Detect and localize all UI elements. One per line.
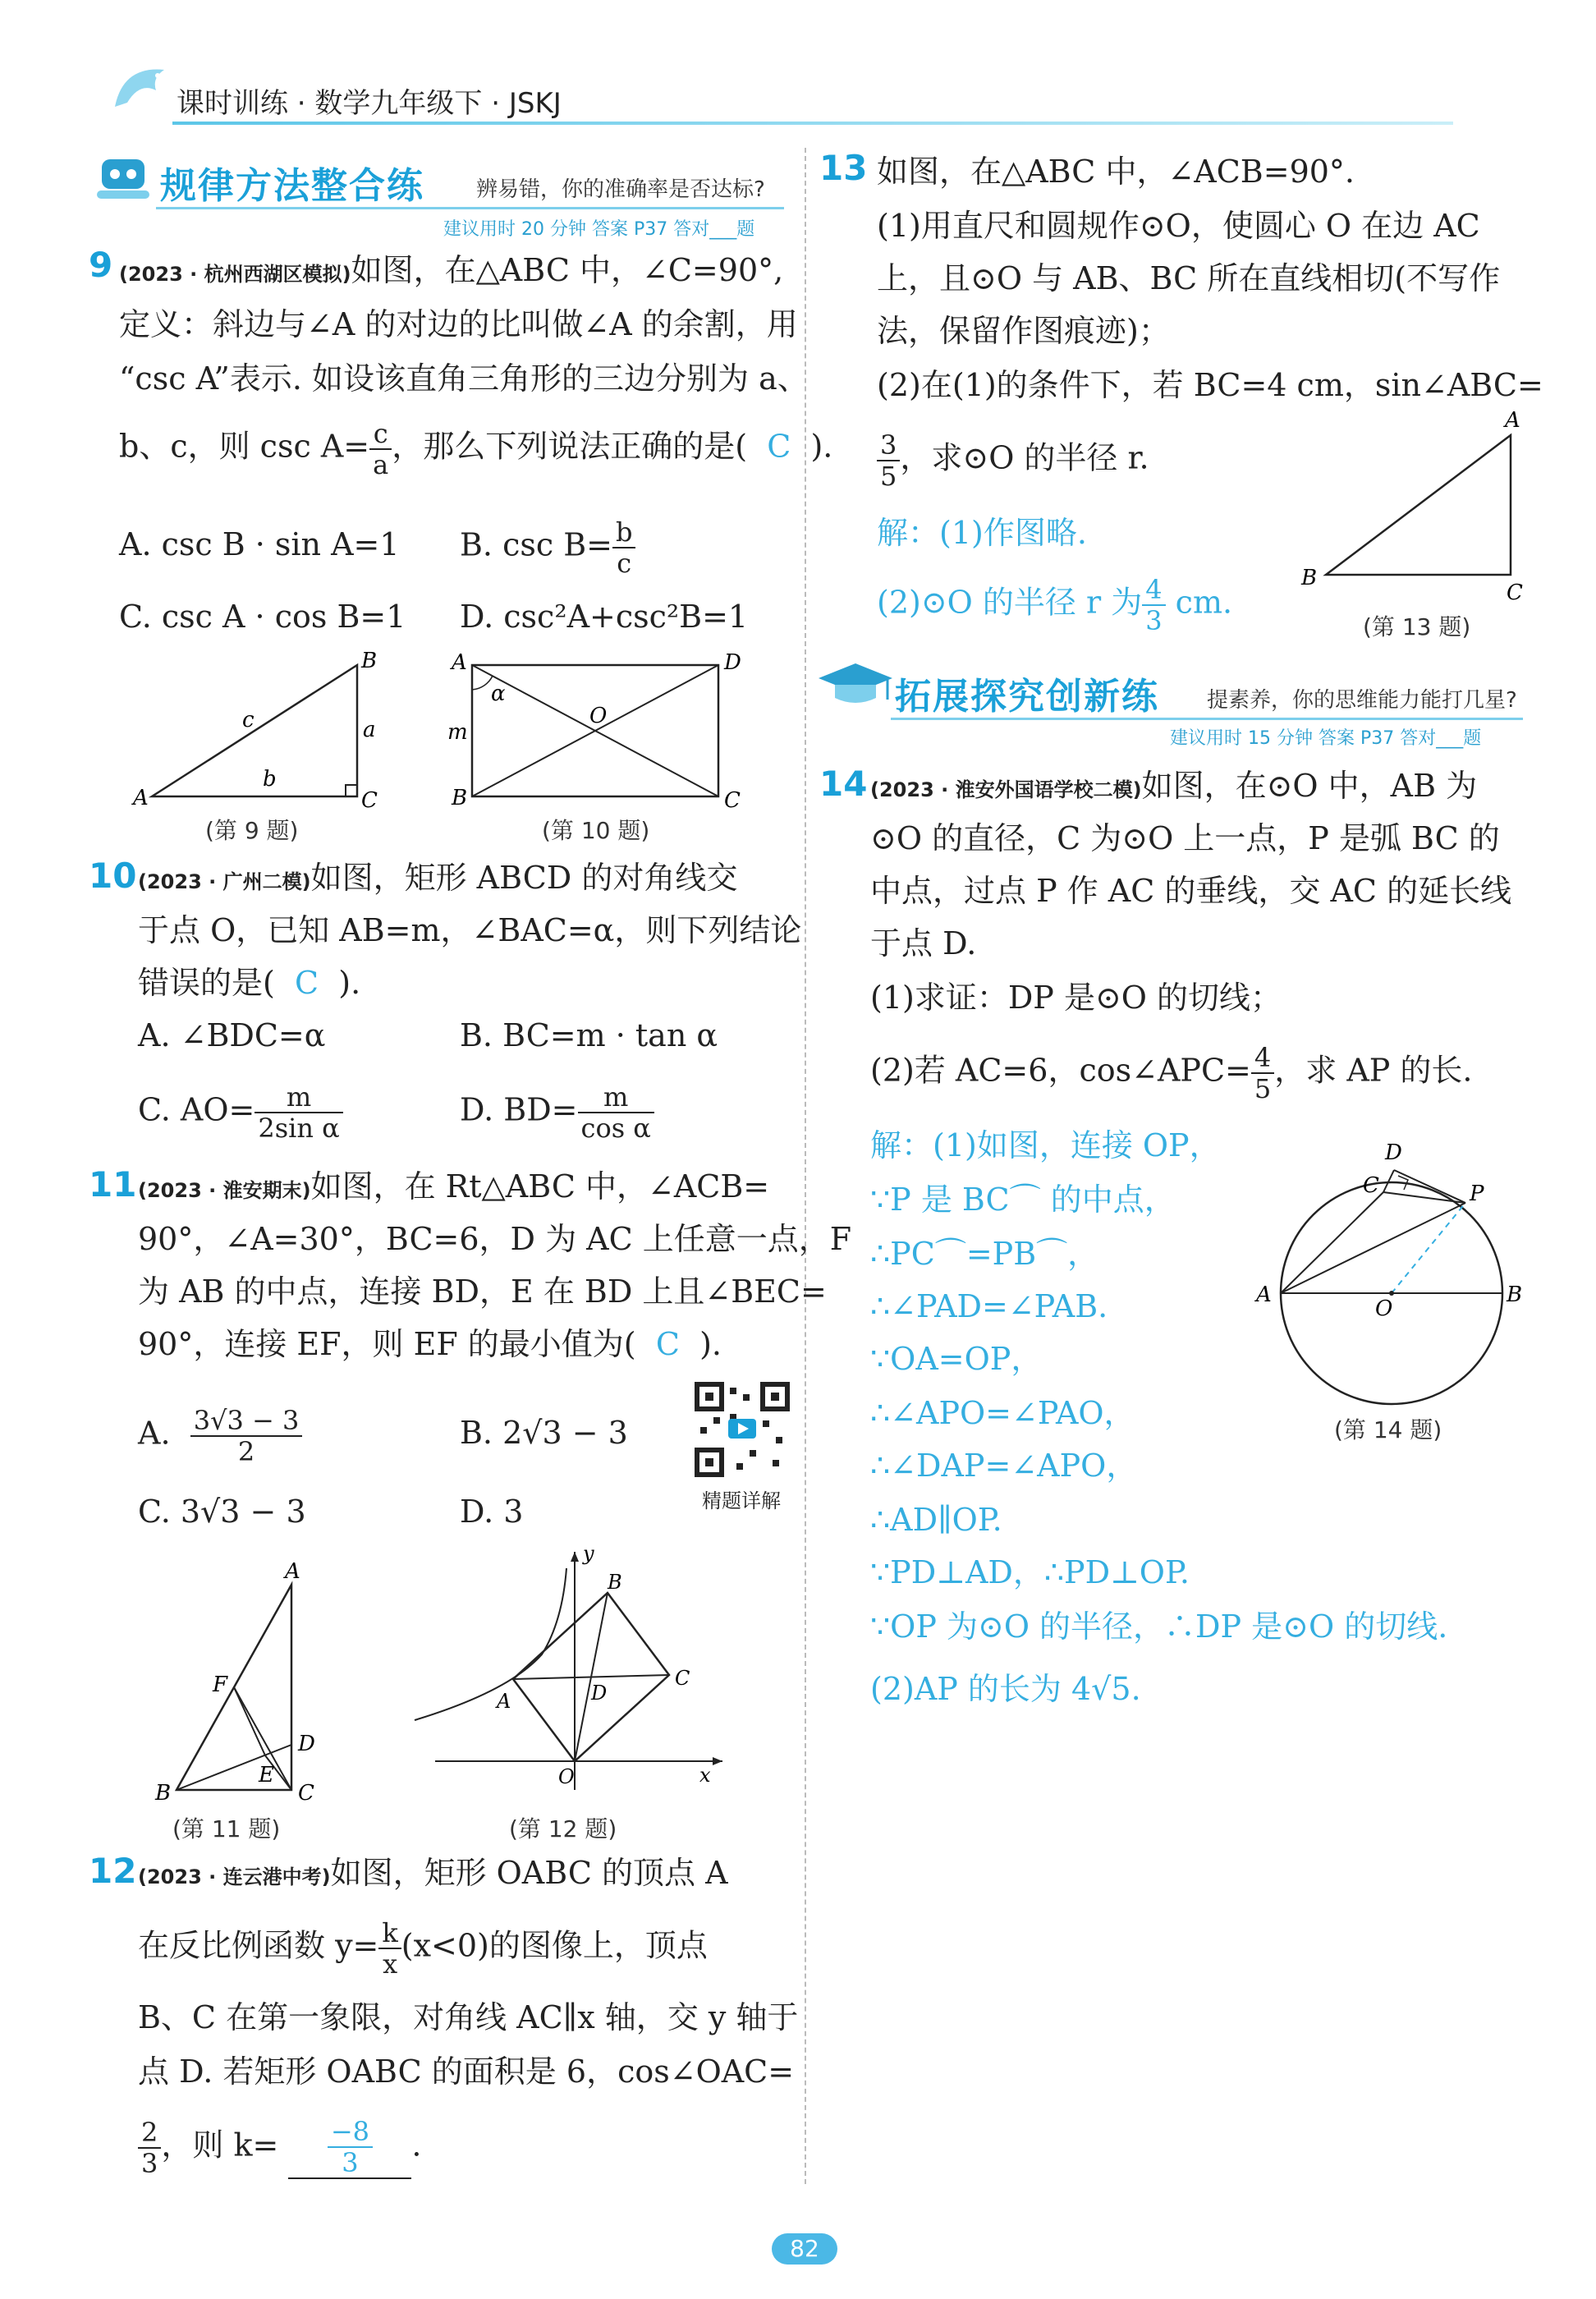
question-11-source: (2023 · 淮安期末) [138,1179,311,1202]
question-14-number: 14 [819,764,868,804]
svg-text:O: O [1375,1296,1393,1321]
svg-text:O: O [589,704,608,728]
question-11-line2: 90°，∠A=30°，BC=6，D 为 AC 上任意一点，F [138,1221,852,1257]
svg-text:E: E [259,1763,274,1787]
question-9-line4: b、c，则 csc A= $\frac{c}{a}$ ，那么下列说法正确的是( C ). [119,418,833,480]
svg-text:D: D [298,1732,315,1756]
svg-text:y: y [583,1544,594,1565]
question-11-answer: C [655,1326,680,1362]
svg-text:B: B [1301,566,1318,590]
question-13-line6: $\frac{3}{5}$ ，求⊙O 的半径 r. [877,430,1149,491]
question-10-number: 10 [89,856,137,896]
question-12-figure [410,1544,739,1806]
question-10-caption: (第 10 题) [542,817,650,844]
robot-icon [90,148,156,205]
svg-text:A: A [285,1560,300,1584]
svg-text:B: B [155,1781,172,1806]
qr-code-label: 精题详解 [702,1489,781,1512]
svg-text:A: A [452,650,467,675]
question-14-line2: ⊙O 的直径，C 为⊙O 上一点，P 是弧 BC 的 [870,820,1500,856]
question-14-line5: (1)求证：DP 是⊙O 的切线； [870,980,1282,1016]
question-14-solution-11: (2)AP 的长为 4√5. [870,1671,1141,1707]
question-10-option-d: D. BD= $\frac{m}{\text{cos α}}$ [460,1082,654,1143]
question-12-source: (2023 · 连云港中考) [138,1865,331,1888]
question-11-option-b: B. 2√3 − 3 [460,1415,628,1451]
svg-text:D: D [1385,1140,1402,1165]
svg-text:m: m [447,720,468,745]
qr-code-icon[interactable] [694,1381,791,1478]
question-14-line6: (2)若 AC=6，cos∠APC= $\frac{4}{5}$ ，求 AP 的长. [870,1042,1473,1104]
question-14-caption: (第 14 题) [1334,1416,1442,1443]
question-9-option-a: A. csc B · sin A=1 [119,526,400,562]
svg-text:C: C [724,788,741,809]
svg-text:x: x [699,1764,711,1787]
question-11-figure [152,1560,332,1806]
svg-text:A: A [1256,1283,1272,1307]
question-14-line1: (2023 · 淮安外国语学校二模)如图，在⊙O 中，AB 为 [870,768,1478,804]
question-10-line3: 错误的是( C ). [138,965,361,1001]
svg-text:a: a [363,718,376,742]
section2-subtitle: 提素养，你的思维能力能打几星? [1207,688,1517,713]
section1-meta: 建议用时 20 分钟 答案 P37 答对___题 [443,219,755,240]
question-13-solution-2: (2)⊙O 的半径 r 为 $\frac{4}{3}$ cm. [877,574,1233,636]
question-14-solution-6: ∴∠APO=∠PAO， [870,1395,1135,1431]
svg-text:B: B [361,649,378,673]
section2-title: 拓展探究创新练 [895,676,1159,718]
svg-text:O: O [558,1765,575,1788]
question-9-number: 9 [89,245,113,285]
question-13-line1: 如图，在△ABC 中，∠ACB=90°. [877,154,1355,190]
question-12-number: 12 [89,1851,137,1891]
question-12-line3: B、C 在第一象限，对角线 AC∥x 轴，交 y 轴于 [138,1999,799,2035]
question-14-solution-5: ∵OA=OP， [870,1341,1043,1377]
svg-text:c: c [242,708,255,732]
question-10-option-b: B. BC=m · tan α [460,1017,718,1053]
question-14-line4: 于点 D. [870,925,977,961]
question-14-solution-8: ∴AD∥OP. [870,1502,1002,1538]
svg-text:C: C [675,1667,690,1690]
question-10-line2: 于点 O，已知 AB=m，∠BAC=α，则下列结论 [138,912,802,948]
svg-text:b: b [263,767,277,792]
question-14-line3: 中点，过点 P 作 AC 的垂线，交 AC 的延长线 [870,873,1512,909]
question-12-caption: (第 12 题) [509,1815,617,1842]
question-14-solution-3: ∴PC⌒=PB⌒， [870,1236,1099,1272]
question-11-line4: 90°，连接 EF，则 EF 的最小值为( C ). [138,1326,722,1362]
svg-text:A: A [1505,408,1520,433]
question-14-solution-1: 解：(1)如图，连接 OP， [870,1127,1221,1163]
question-12-line4: 点 D. 若矩形 OABC 的面积是 6，cos∠OAC= [138,2053,795,2090]
svg-text:C: C [298,1781,314,1806]
svg-text:D: D [591,1682,608,1705]
question-9-caption: (第 9 题) [205,817,299,844]
svg-text:A: A [497,1690,511,1713]
header-title: 课时训练 · 数学九年级下 · JSKJ [177,87,562,120]
svg-text:A: A [133,786,149,809]
question-12-answer: $\frac{-8}{3}$ [328,2117,373,2177]
question-9-source: (2023 · 杭州西湖区模拟) [119,263,351,286]
header-rule [172,122,1453,125]
svg-text:B: B [452,786,468,809]
question-11-line3: 为 AB 的中点，连接 BD，E 在 BD 上且∠BEC= [138,1273,827,1310]
svg-text:C: C [1507,580,1523,605]
svg-text:C: C [1363,1173,1379,1198]
question-13-line2: (1)用直尺和圆规作⊙O，使圆心 O 在边 AC [877,208,1480,244]
question-13-number: 13 [819,148,868,188]
question-13-line5: (2)在(1)的条件下，若 BC=4 cm，sin∠ABC= [877,367,1543,403]
question-14-solution-9: ∵PD⊥AD，∴PD⊥OP. [870,1554,1190,1590]
question-12-line2: 在反比例函数 y= $\frac{k}{x}$ (x<0)的图像上，顶点 [138,1917,708,1980]
question-9-option-b: B. csc B= $\frac{b}{c}$ [460,517,635,578]
section1-rule [156,207,784,209]
question-11-option-a: A. $\frac{3√3 - 3}{2}$ [138,1406,302,1466]
svg-text:P: P [1470,1182,1484,1206]
question-9-line2: 定义：斜边与∠A 的对边的比叫做∠A 的余割，用 [119,306,798,342]
question-11-caption: (第 11 题) [172,1815,281,1842]
question-10-line1: (2023 · 广州二模)如图，矩形 ABCD 的对角线交 [138,860,738,896]
question-9-option-c: C. csc A · cos B=1 [119,599,406,635]
question-9-line3: “csc A”表示. 如设该直角三角形的三边分别为 a、 [119,360,809,397]
question-10-option-c: C. AO= $\frac{m}{\text{2sin α}}$ [138,1082,343,1143]
question-14-solution-2: ∵P 是 BC⌒ 的中点， [870,1182,1176,1218]
svg-text:B: B [608,1571,622,1594]
question-9-line1: (2023 · 杭州西湖区模拟)如图，在△ABC 中，∠C=90°, [119,252,784,288]
question-11-option-c: C. 3√3 − 3 [138,1494,306,1530]
question-13-figure [1293,402,1539,608]
question-12-line5: $\frac{2}{3}$ ，则 k= $\frac{-8}{3}$ . [138,2117,422,2179]
question-13-caption: (第 13 题) [1363,613,1471,640]
section2-rule [891,718,1523,720]
question-9-answer: C [767,428,791,465]
question-14-source: (2023 · 淮安外国语学校二模) [870,778,1142,801]
section1-title: 规律方法整合练 [160,165,424,207]
section2-meta: 建议用时 15 分钟 答案 P37 答对___题 [1170,728,1482,749]
question-14-figure [1252,1125,1531,1412]
section1-subtitle: 辨易错，你的准确率是否达标? [476,177,765,202]
question-10-option-a: A. ∠BDC=α [138,1017,326,1053]
question-13-line4: 法，保留作图痕迹)； [877,313,1170,349]
graduation-cap-icon [817,657,895,714]
dolphin-logo-icon [107,57,181,123]
svg-text:F: F [213,1673,228,1697]
question-13-line3: 上，且⊙O 与 AB、BC 所在直线相切(不写作 [877,260,1501,296]
question-11-option-d: D. 3 [460,1494,524,1530]
question-10-answer: C [295,965,319,1001]
question-14-solution-7: ∴∠DAP=∠APO， [870,1448,1138,1484]
question-14-solution-4: ∴∠PAD=∠PAB. [870,1288,1108,1324]
question-10-figure [443,645,755,809]
question-14-solution-10: ∵OP 为⊙O 的半径，∴DP 是⊙O 的切线. [870,1608,1448,1645]
svg-text:C: C [361,788,378,809]
question-12-line1: (2023 · 连云港中考)如图，矩形 OABC 的顶点 A [138,1855,728,1891]
page-number: 82 [772,2233,837,2265]
question-11-line1: (2023 · 淮安期末)如图，在 Rt△ABC 中，∠ACB= [138,1168,770,1205]
question-9-option-d: D. csc²A+csc²B=1 [460,599,749,635]
svg-text:D: D [724,650,741,675]
question-11-number: 11 [89,1164,137,1205]
question-9-figure [131,645,394,809]
question-13-solution-1: 解：(1)作图略. [877,515,1087,551]
svg-text:α: α [491,681,506,706]
svg-text:B: B [1507,1283,1523,1307]
question-10-source: (2023 · 广州二模) [138,870,311,893]
